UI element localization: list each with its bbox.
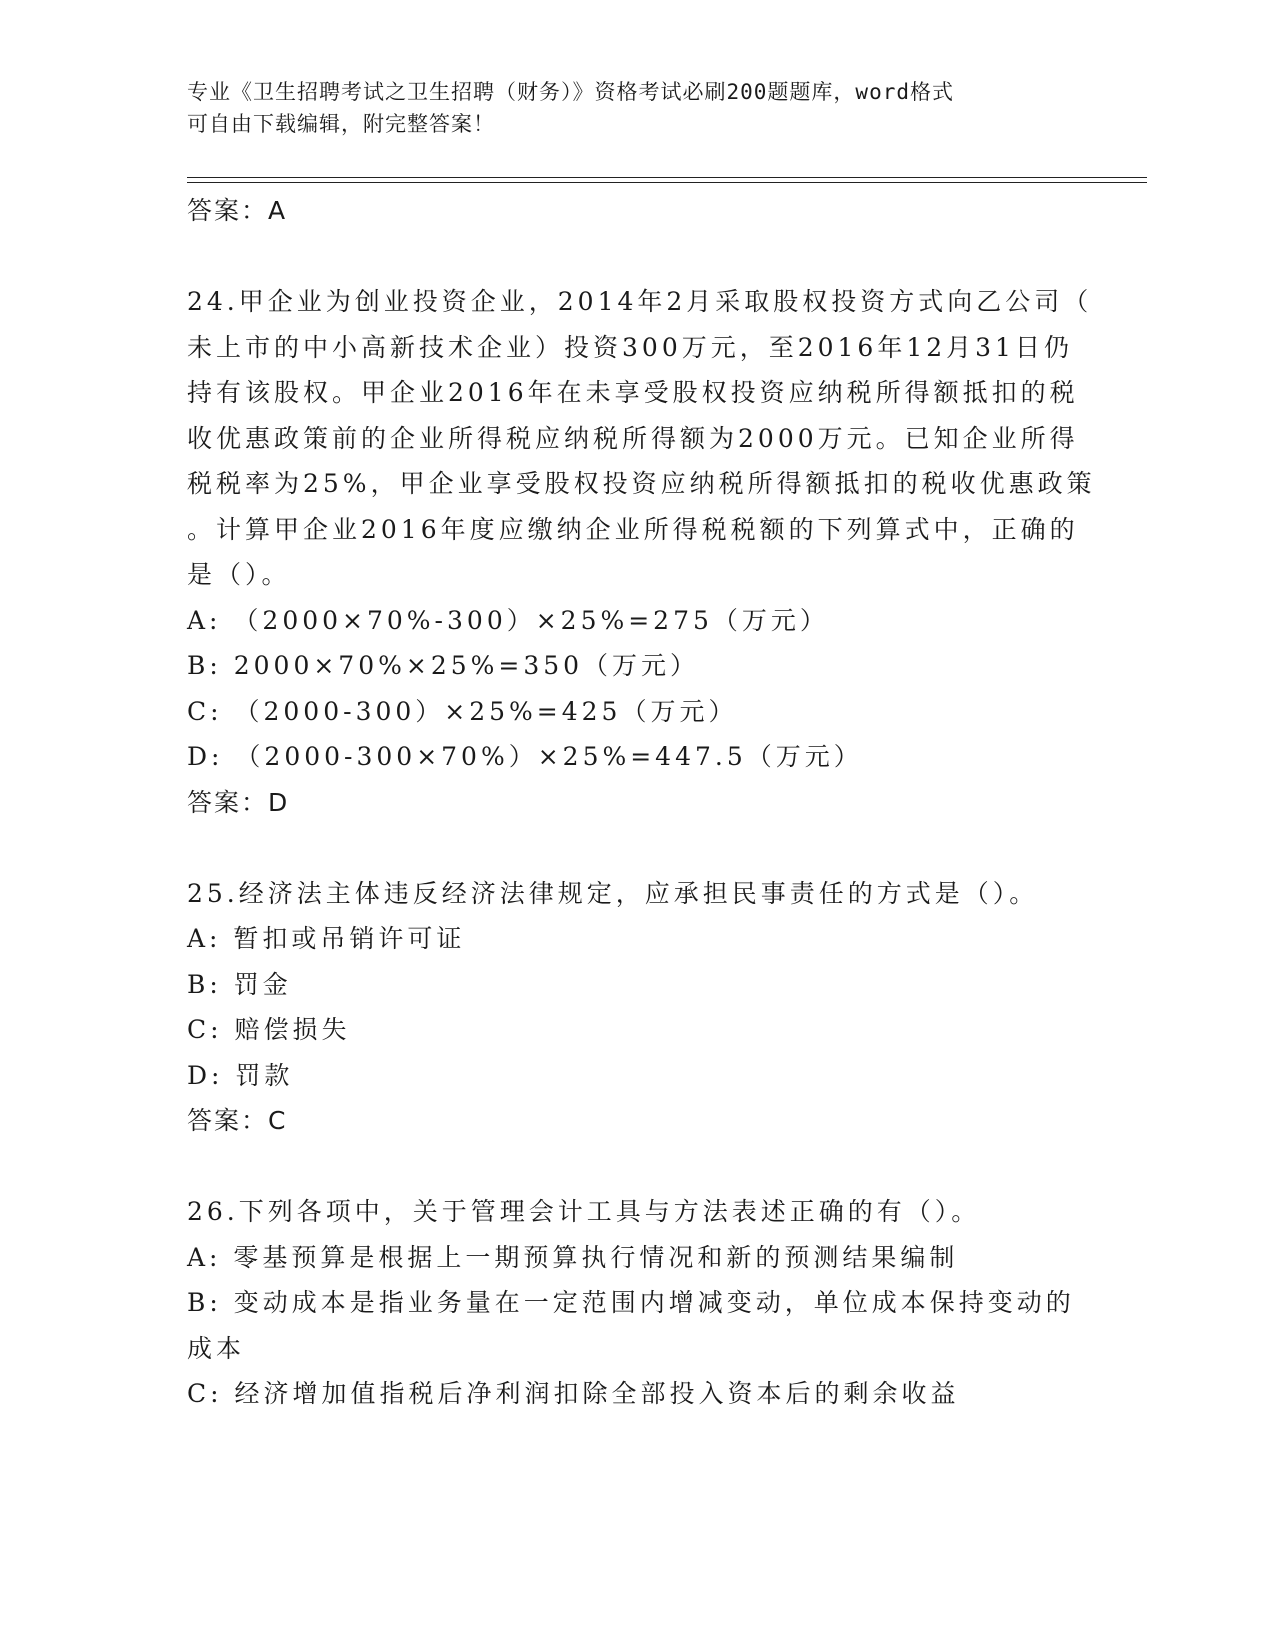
question-text-line: 未上市的中小高新技术企业）投资300万元，至2016年12月31日仍 [187, 332, 1073, 362]
header-line: 可自由下载编辑，附完整答案！ [187, 112, 495, 136]
document-body [187, 188, 1096, 1417]
question-text-line: 税税率为25%，甲企业享受股权投资应纳税所得额抵扣的税收优惠政策 [187, 469, 1096, 498]
option-a: A: 暂扣或吊销许可证 [187, 924, 466, 953]
header-rule [187, 182, 1147, 183]
question-text-line: 是（）。 [187, 560, 291, 589]
question-text-line: 26.下列各项中，关于管理会计工具与方法表述正确的有（）。 [187, 1197, 981, 1226]
question-25 [187, 871, 1087, 1144]
option-b-continued: 成本 [187, 1333, 246, 1363]
spacer [187, 1144, 1087, 1190]
question-26 [187, 1189, 1087, 1417]
question-text-line: 。计算甲企业2016年度应缴纳企业所得税税额的下列算式中，正确的 [187, 514, 1079, 544]
option-d: D: （2000-300×70%）×25%=447.5（万元） [187, 742, 863, 771]
question-text-line: 收优惠政策前的企业所得税应纳税所得额为2000万元。已知企业所得 [187, 423, 1079, 453]
option-b: B: 变动成本是指业务量在一定范围内增减变动，单位成本保持变动的 [187, 1288, 1075, 1317]
answer-line: 答案：C [187, 1106, 288, 1135]
spacer [187, 825, 1087, 871]
option-b: B: 罚金 [187, 969, 292, 999]
option-c: C: 赔偿损失 [187, 1015, 351, 1044]
option-b: B: 2000×70%×25%=350（万元） [187, 651, 700, 680]
question-24 [187, 279, 1096, 825]
header-rule [187, 177, 1147, 178]
option-a: A: 零基预算是根据上一期预算执行情况和新的预测结果编制 [187, 1242, 959, 1272]
answer-line: 答案：D [187, 787, 290, 817]
question-text-line: 24.甲企业为创业投资企业，2014年2月采取股权投资方式向乙公司（ [187, 287, 1093, 316]
option-c: C: （2000-300）×25%=425（万元） [187, 696, 738, 726]
question-text-line: 持有该股权。甲企业2016年在未享受股权投资应纳税所得额抵扣的税 [187, 378, 1079, 407]
question-text-line: 25.经济法主体违反经济法律规定，应承担民事责任的方式是（）。 [187, 878, 1039, 908]
option-a: A: （2000×70%-300）×25%=275（万元） [187, 605, 829, 635]
header-line: 专业《卫生招聘考试之卫生招聘（财务）》资格考试必刷200题题库，word格式 [187, 80, 954, 104]
answer-line: 答案：A [187, 196, 288, 225]
document-header [187, 76, 1067, 140]
option-d: D: 罚款 [187, 1060, 294, 1090]
option-c: C: 经济增加值指税后净利润扣除全部投入资本后的剩余收益 [187, 1379, 960, 1408]
spacer [187, 234, 1087, 280]
